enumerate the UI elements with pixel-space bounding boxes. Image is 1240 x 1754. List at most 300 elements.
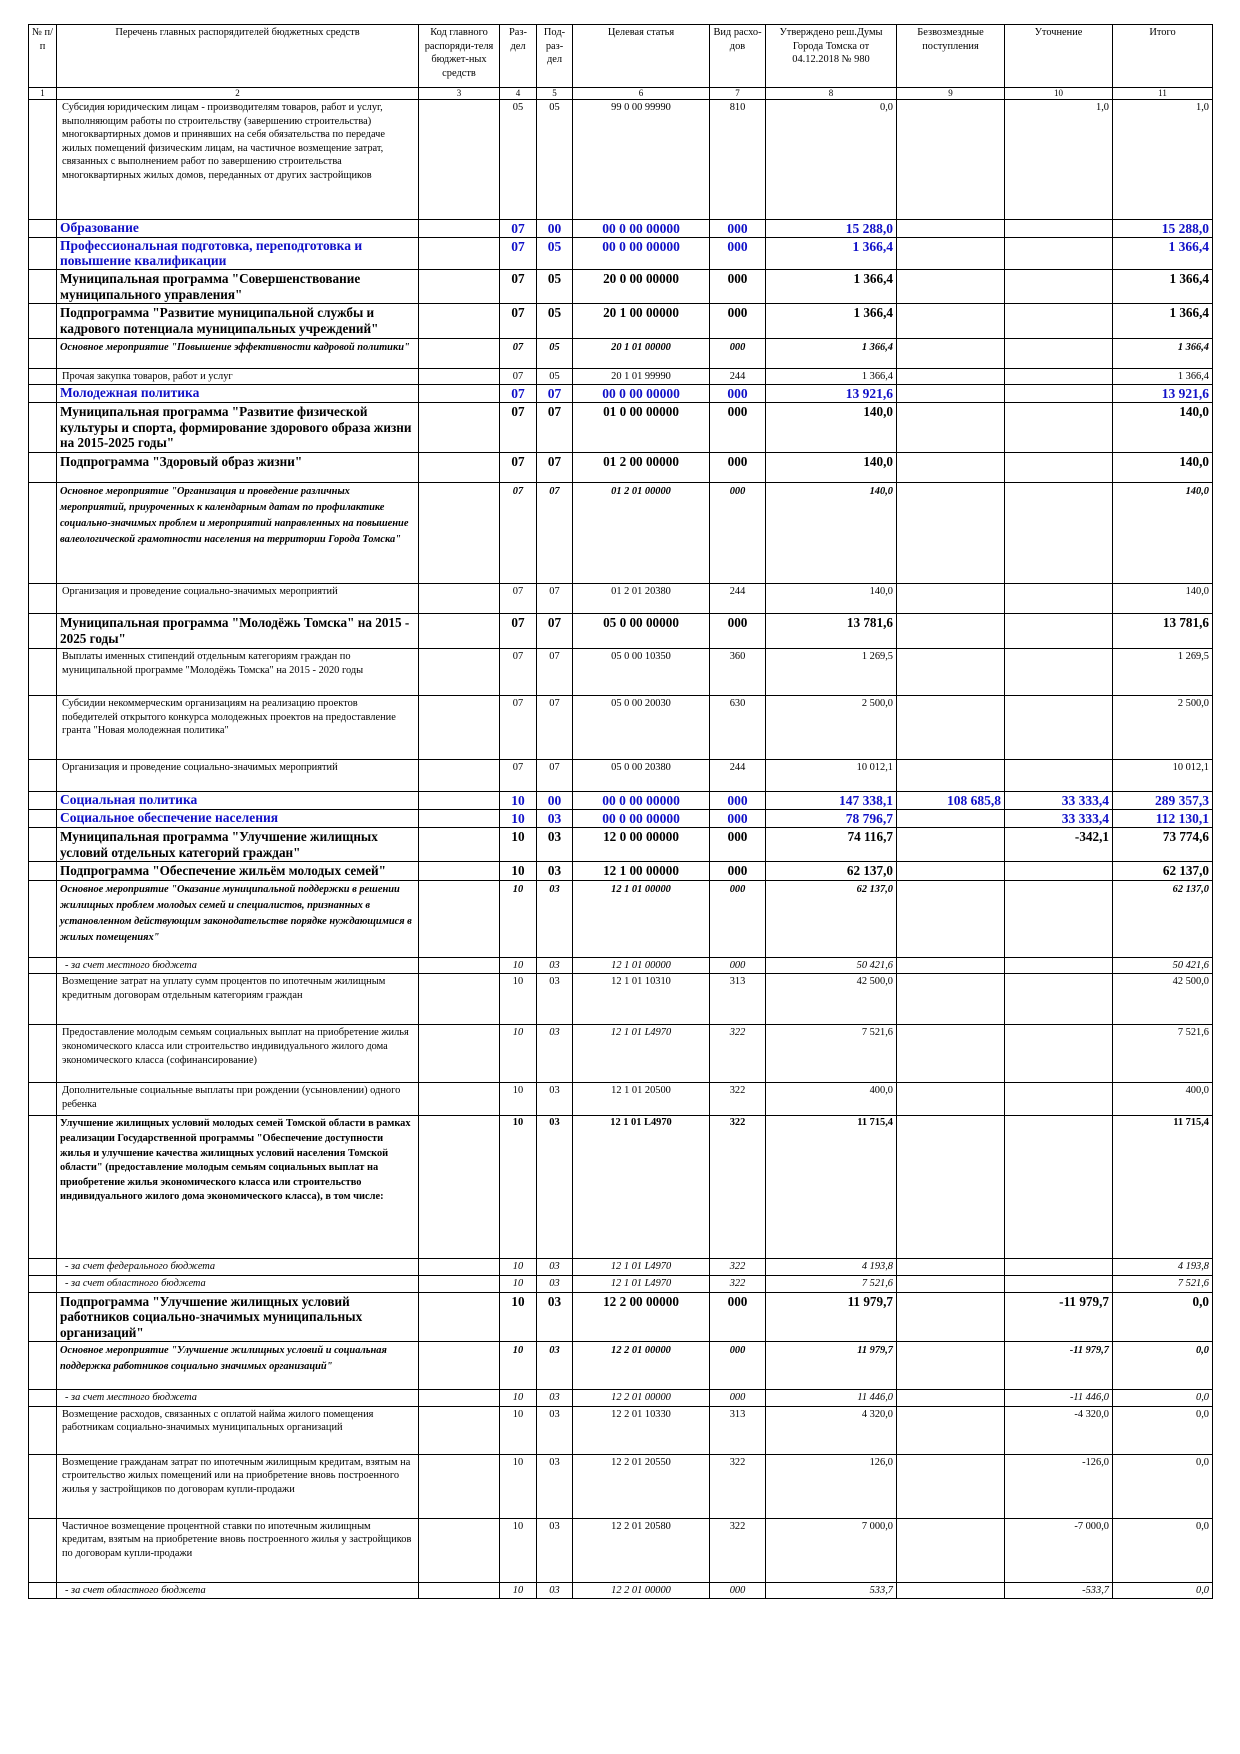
cell-subsection: 05: [537, 368, 573, 385]
table-row: [29, 220, 1213, 238]
cell-exptype: 322: [710, 1518, 766, 1582]
cell-code: [419, 696, 500, 760]
cell-code: [419, 792, 500, 810]
cell-subsection: 03: [537, 1454, 573, 1518]
cell-code: [419, 338, 500, 368]
colnum-10: 10: [1005, 88, 1113, 100]
cell-num: [29, 483, 57, 584]
cell-clarification: [1005, 368, 1113, 385]
cell-gratuitous: [897, 453, 1005, 483]
cell-code: [419, 649, 500, 696]
table-header: [29, 25, 1213, 100]
cell-approved: 1 366,4: [766, 338, 897, 368]
cell-exptype: 810: [710, 100, 766, 220]
cell-clarification: 33 333,4: [1005, 810, 1113, 828]
cell-subsection: 07: [537, 614, 573, 649]
cell-exptype: 000: [710, 403, 766, 453]
header-num: № п/п: [29, 25, 57, 88]
cell-name: Субсидия юридическим лицам - производителям товаров, работ и услуг, выполняющим работы по строительству (завершению строительства) многоквартирных домов и принявших на себя обязательства по передаче жилых помещений физическим лицам, на частичное возмещение затрат, связанных с выполнением работ по завершению строительства многоквартирных жилых домов, переданных от других застройщиков: [57, 100, 419, 220]
cell-num: [29, 453, 57, 483]
cell-name: Возмещение гражданам затрат по ипотечным жилищным кредитам, взятым на строительство жилых помещений или на приобретение вновь построенного жилья у застройщиков по договорам купли-продажи: [57, 1454, 419, 1518]
cell-code: [419, 100, 500, 220]
cell-total: 0,0: [1113, 1342, 1213, 1390]
cell-gratuitous: [897, 270, 1005, 304]
cell-section: 07: [500, 483, 537, 584]
cell-approved: 11 979,7: [766, 1342, 897, 1390]
cell-section: 10: [500, 1292, 537, 1342]
cell-num: [29, 403, 57, 453]
cell-article: 00 0 00 00000: [573, 238, 710, 270]
cell-article: 05 0 00 20380: [573, 760, 710, 792]
cell-article: 99 0 00 99990: [573, 100, 710, 220]
cell-name: Дополнительные социальные выплаты при рождении (усыновлении) одного ребенка: [57, 1083, 419, 1116]
cell-subsection: 03: [537, 1275, 573, 1292]
cell-subsection: 03: [537, 810, 573, 828]
cell-exptype: 322: [710, 1275, 766, 1292]
table-row: [29, 304, 1213, 338]
cell-article: 12 2 00 00000: [573, 1292, 710, 1342]
cell-section: 10: [500, 810, 537, 828]
cell-subsection: 03: [537, 828, 573, 862]
cell-code: [419, 614, 500, 649]
cell-subsection: 05: [537, 338, 573, 368]
cell-name: Социальная политика: [57, 792, 419, 810]
cell-total: 1 269,5: [1113, 649, 1213, 696]
cell-section: 10: [500, 1259, 537, 1276]
cell-total: 140,0: [1113, 584, 1213, 614]
cell-article: 12 2 01 00000: [573, 1582, 710, 1599]
cell-article: 05 0 00 00000: [573, 614, 710, 649]
cell-total: 0,0: [1113, 1406, 1213, 1454]
colnum-3: 3: [419, 88, 500, 100]
budget-page: [28, 24, 1212, 1599]
cell-clarification: [1005, 1275, 1113, 1292]
cell-approved: 400,0: [766, 1083, 897, 1116]
cell-name: Социальное обеспечение населения: [57, 810, 419, 828]
cell-approved: 78 796,7: [766, 810, 897, 828]
cell-exptype: 000: [710, 880, 766, 957]
cell-name: - за счет областного бюджета: [57, 1582, 419, 1599]
header-gratuitous: Безвозмездные поступления: [897, 25, 1005, 88]
cell-gratuitous: 108 685,8: [897, 792, 1005, 810]
cell-subsection: 07: [537, 649, 573, 696]
cell-approved: 7 000,0: [766, 1518, 897, 1582]
cell-num: [29, 810, 57, 828]
cell-code: [419, 1582, 500, 1599]
cell-clarification: [1005, 220, 1113, 238]
cell-section: 10: [500, 1582, 537, 1599]
cell-subsection: 03: [537, 880, 573, 957]
cell-total: 140,0: [1113, 453, 1213, 483]
cell-total: 400,0: [1113, 1083, 1213, 1116]
cell-num: [29, 614, 57, 649]
cell-article: 12 0 00 00000: [573, 828, 710, 862]
cell-num: [29, 385, 57, 403]
cell-total: 140,0: [1113, 403, 1213, 453]
cell-subsection: 05: [537, 270, 573, 304]
header-code: Код главного распоряди-теля бюджет-ных средств: [419, 25, 500, 88]
colnum-11: 11: [1113, 88, 1213, 100]
cell-gratuitous: [897, 1275, 1005, 1292]
cell-clarification: [1005, 270, 1113, 304]
cell-num: [29, 270, 57, 304]
table-row: [29, 1116, 1213, 1259]
cell-exptype: 000: [710, 828, 766, 862]
cell-code: [419, 1116, 500, 1259]
cell-clarification: -4 320,0: [1005, 1406, 1113, 1454]
cell-exptype: 322: [710, 1454, 766, 1518]
cell-subsection: 03: [537, 1582, 573, 1599]
cell-code: [419, 1292, 500, 1342]
table-row: [29, 238, 1213, 270]
cell-total: 11 715,4: [1113, 1116, 1213, 1259]
cell-clarification: [1005, 614, 1113, 649]
cell-exptype: 000: [710, 304, 766, 338]
colnum-2: 2: [57, 88, 419, 100]
cell-code: [419, 385, 500, 403]
cell-approved: 533,7: [766, 1582, 897, 1599]
cell-num: [29, 1406, 57, 1454]
cell-gratuitous: [897, 696, 1005, 760]
cell-name: Подпрограмма "Здоровый образ жизни": [57, 453, 419, 483]
cell-name: Основное мероприятие "Оказание муниципальной поддержки в решении жилищных проблем молодых семей и специалистов, признанных в установленном действующим законодательстве порядке нуждающимися в жилых помещениях": [57, 880, 419, 957]
cell-clarification: 1,0: [1005, 100, 1113, 220]
cell-article: 12 1 01 00000: [573, 880, 710, 957]
cell-code: [419, 270, 500, 304]
cell-section: 05: [500, 100, 537, 220]
cell-section: 10: [500, 1390, 537, 1407]
cell-total: 1 366,4: [1113, 304, 1213, 338]
cell-gratuitous: [897, 220, 1005, 238]
cell-code: [419, 1518, 500, 1582]
cell-total: 289 357,3: [1113, 792, 1213, 810]
cell-gratuitous: [897, 957, 1005, 974]
cell-code: [419, 238, 500, 270]
cell-gratuitous: [897, 385, 1005, 403]
cell-total: 0,0: [1113, 1390, 1213, 1407]
cell-code: [419, 880, 500, 957]
cell-gratuitous: [897, 1025, 1005, 1083]
cell-clarification: [1005, 304, 1113, 338]
table-row: [29, 1582, 1213, 1599]
cell-name: Основное мероприятие "Улучшение жилищных условий и социальная поддержка работников социально значимых организаций": [57, 1342, 419, 1390]
cell-code: [419, 1390, 500, 1407]
cell-total: 1 366,4: [1113, 238, 1213, 270]
cell-num: [29, 974, 57, 1025]
cell-article: 05 0 00 20030: [573, 696, 710, 760]
cell-clarification: -342,1: [1005, 828, 1113, 862]
cell-code: [419, 1025, 500, 1083]
cell-section: 07: [500, 403, 537, 453]
cell-num: [29, 100, 57, 220]
cell-name: Прочая закупка товаров, работ и услуг: [57, 368, 419, 385]
cell-approved: 140,0: [766, 584, 897, 614]
cell-subsection: 03: [537, 1406, 573, 1454]
cell-gratuitous: [897, 483, 1005, 584]
cell-total: 62 137,0: [1113, 862, 1213, 881]
cell-num: [29, 304, 57, 338]
cell-section: 10: [500, 957, 537, 974]
colnum-9: 9: [897, 88, 1005, 100]
cell-article: 20 1 00 00000: [573, 304, 710, 338]
cell-num: [29, 649, 57, 696]
cell-article: 00 0 00 00000: [573, 220, 710, 238]
cell-subsection: 03: [537, 1518, 573, 1582]
cell-num: [29, 584, 57, 614]
cell-exptype: 000: [710, 1390, 766, 1407]
cell-approved: 74 116,7: [766, 828, 897, 862]
cell-name: Предоставление молодым семьям социальных выплат на приобретение жилья экономического класса или строительство индивидуального жилого дома экономического класса (софинансирование): [57, 1025, 419, 1083]
header-row: [29, 25, 1213, 88]
cell-name: Возмещение расходов, связанных с оплатой найма жилого помещения работникам социально-значимых муниципальных организаций: [57, 1406, 419, 1454]
table-row: [29, 270, 1213, 304]
table-row: [29, 1390, 1213, 1407]
cell-subsection: 03: [537, 862, 573, 881]
cell-article: 12 2 01 00000: [573, 1390, 710, 1407]
cell-subsection: 07: [537, 584, 573, 614]
cell-subsection: 03: [537, 957, 573, 974]
table-row: [29, 880, 1213, 957]
cell-exptype: 000: [710, 957, 766, 974]
table-row: [29, 368, 1213, 385]
cell-total: 7 521,6: [1113, 1275, 1213, 1292]
cell-approved: 1 366,4: [766, 304, 897, 338]
cell-num: [29, 368, 57, 385]
cell-name: Муниципальная программа "Молодёжь Томска" на 2015 - 2025 годы": [57, 614, 419, 649]
cell-section: 10: [500, 880, 537, 957]
cell-total: 62 137,0: [1113, 880, 1213, 957]
cell-clarification: [1005, 880, 1113, 957]
cell-approved: 13 781,6: [766, 614, 897, 649]
cell-code: [419, 1454, 500, 1518]
cell-code: [419, 1083, 500, 1116]
table-row: [29, 453, 1213, 483]
cell-clarification: [1005, 584, 1113, 614]
cell-exptype: 000: [710, 338, 766, 368]
cell-total: 73 774,6: [1113, 828, 1213, 862]
cell-approved: 140,0: [766, 483, 897, 584]
table-row: [29, 385, 1213, 403]
cell-approved: 62 137,0: [766, 880, 897, 957]
cell-section: 07: [500, 649, 537, 696]
cell-exptype: 244: [710, 368, 766, 385]
cell-total: 10 012,1: [1113, 760, 1213, 792]
cell-exptype: 322: [710, 1025, 766, 1083]
cell-code: [419, 403, 500, 453]
cell-exptype: 313: [710, 974, 766, 1025]
cell-section: 10: [500, 1083, 537, 1116]
cell-article: 05 0 00 10350: [573, 649, 710, 696]
header-clarification: Уточнение: [1005, 25, 1113, 88]
cell-subsection: 07: [537, 385, 573, 403]
cell-approved: 1 366,4: [766, 238, 897, 270]
table-row: [29, 614, 1213, 649]
colnum-4: 4: [500, 88, 537, 100]
cell-clarification: [1005, 1116, 1113, 1259]
cell-total: 0,0: [1113, 1292, 1213, 1342]
table-row: [29, 584, 1213, 614]
cell-gratuitous: [897, 974, 1005, 1025]
cell-clarification: 33 333,4: [1005, 792, 1113, 810]
cell-clarification: -11 979,7: [1005, 1342, 1113, 1390]
cell-num: [29, 238, 57, 270]
table-row: [29, 1406, 1213, 1454]
cell-subsection: 03: [537, 1259, 573, 1276]
table-row: [29, 696, 1213, 760]
cell-num: [29, 1275, 57, 1292]
cell-total: 4 193,8: [1113, 1259, 1213, 1276]
table-row: [29, 1292, 1213, 1342]
cell-clarification: [1005, 403, 1113, 453]
cell-subsection: 05: [537, 304, 573, 338]
cell-clarification: [1005, 696, 1113, 760]
cell-exptype: 244: [710, 584, 766, 614]
cell-section: 07: [500, 238, 537, 270]
cell-name: Улучшение жилищных условий молодых семей Томской области в рамках реализации Государственной программы "Обеспечение доступности жилья и улучшение качества жилищных условий населения Томской области" (предоставление молодым семьям социальных выплат на приобретение жилья экономического класса или строительство индивидуального жилого дома экономического класса), в том числе:: [57, 1116, 419, 1259]
cell-subsection: 07: [537, 403, 573, 453]
cell-name: Подпрограмма "Развитие муниципальной службы и кадрового потенциала муниципальных учреждений": [57, 304, 419, 338]
table-row: [29, 1454, 1213, 1518]
table-row: [29, 760, 1213, 792]
cell-article: 12 1 01 L4970: [573, 1025, 710, 1083]
cell-name: - за счет местного бюджета: [57, 957, 419, 974]
cell-gratuitous: [897, 760, 1005, 792]
colnum-1: 1: [29, 88, 57, 100]
cell-article: 01 2 01 20380: [573, 584, 710, 614]
cell-article: 01 0 00 00000: [573, 403, 710, 453]
cell-subsection: 07: [537, 453, 573, 483]
cell-subsection: 03: [537, 1342, 573, 1390]
cell-code: [419, 1259, 500, 1276]
cell-subsection: 07: [537, 483, 573, 584]
cell-clarification: [1005, 385, 1113, 403]
cell-gratuitous: [897, 810, 1005, 828]
cell-clarification: [1005, 957, 1113, 974]
cell-subsection: 03: [537, 1292, 573, 1342]
table-row: [29, 403, 1213, 453]
cell-code: [419, 760, 500, 792]
cell-exptype: 000: [710, 614, 766, 649]
colnum-6: 6: [573, 88, 710, 100]
cell-section: 10: [500, 1275, 537, 1292]
cell-code: [419, 1406, 500, 1454]
cell-approved: 4 193,8: [766, 1259, 897, 1276]
cell-gratuitous: [897, 880, 1005, 957]
cell-code: [419, 828, 500, 862]
cell-code: [419, 1342, 500, 1390]
table-row: [29, 1275, 1213, 1292]
cell-article: 12 1 01 00000: [573, 957, 710, 974]
cell-approved: 1 269,5: [766, 649, 897, 696]
cell-section: 10: [500, 828, 537, 862]
cell-exptype: 000: [710, 1342, 766, 1390]
cell-num: [29, 760, 57, 792]
cell-name: Возмещение затрат на уплату сумм процентов по ипотечным жилищным кредитным договорам отдельным категориям граждан: [57, 974, 419, 1025]
cell-approved: 2 500,0: [766, 696, 897, 760]
cell-subsection: 05: [537, 238, 573, 270]
cell-exptype: 360: [710, 649, 766, 696]
cell-gratuitous: [897, 1292, 1005, 1342]
header-article: Целевая статья: [573, 25, 710, 88]
cell-article: 01 2 01 00000: [573, 483, 710, 584]
cell-gratuitous: [897, 1406, 1005, 1454]
cell-total: 50 421,6: [1113, 957, 1213, 974]
cell-name: Муниципальная программа "Развитие физической культуры и спорта, формирование здорового образа жизни на 2015-2025 годы": [57, 403, 419, 453]
cell-num: [29, 1342, 57, 1390]
table-row: [29, 649, 1213, 696]
cell-gratuitous: [897, 403, 1005, 453]
cell-article: 00 0 00 00000: [573, 385, 710, 403]
cell-clarification: -11 446,0: [1005, 1390, 1113, 1407]
header-subsection: Под-раз-дел: [537, 25, 573, 88]
cell-num: [29, 880, 57, 957]
cell-article: 12 2 01 10330: [573, 1406, 710, 1454]
cell-total: 0,0: [1113, 1582, 1213, 1599]
cell-gratuitous: [897, 1116, 1005, 1259]
cell-total: 1 366,4: [1113, 338, 1213, 368]
cell-section: 10: [500, 1454, 537, 1518]
colnum-8: 8: [766, 88, 897, 100]
cell-gratuitous: [897, 1390, 1005, 1407]
cell-clarification: [1005, 974, 1113, 1025]
cell-num: [29, 1292, 57, 1342]
cell-section: 07: [500, 385, 537, 403]
cell-approved: 0,0: [766, 100, 897, 220]
cell-approved: 140,0: [766, 403, 897, 453]
budget-table: [28, 24, 1213, 1599]
header-exptype: Вид расхо-дов: [710, 25, 766, 88]
cell-approved: 1 366,4: [766, 270, 897, 304]
cell-code: [419, 1275, 500, 1292]
cell-clarification: -533,7: [1005, 1582, 1113, 1599]
cell-gratuitous: [897, 862, 1005, 881]
cell-code: [419, 862, 500, 881]
cell-num: [29, 828, 57, 862]
cell-clarification: [1005, 649, 1113, 696]
colnum-5: 5: [537, 88, 573, 100]
cell-code: [419, 220, 500, 238]
cell-exptype: 000: [710, 792, 766, 810]
cell-exptype: 000: [710, 810, 766, 828]
cell-section: 07: [500, 584, 537, 614]
cell-subsection: 00: [537, 220, 573, 238]
cell-clarification: [1005, 1025, 1113, 1083]
table-row: [29, 810, 1213, 828]
cell-article: 12 2 01 20550: [573, 1454, 710, 1518]
cell-clarification: [1005, 338, 1113, 368]
table-body: [29, 100, 1213, 1599]
cell-article: 20 1 01 00000: [573, 338, 710, 368]
cell-clarification: [1005, 483, 1113, 584]
cell-approved: 62 137,0: [766, 862, 897, 881]
cell-section: 10: [500, 1116, 537, 1259]
table-row: [29, 100, 1213, 220]
cell-total: 140,0: [1113, 483, 1213, 584]
cell-num: [29, 220, 57, 238]
cell-approved: 50 421,6: [766, 957, 897, 974]
table-row: [29, 1083, 1213, 1116]
header-section: Раз-дел: [500, 25, 537, 88]
cell-num: [29, 1390, 57, 1407]
cell-total: 0,0: [1113, 1518, 1213, 1582]
cell-name: Молодежная политика: [57, 385, 419, 403]
cell-name: Основное мероприятие "Повышение эффективности кадровой политики": [57, 338, 419, 368]
cell-article: 12 1 01 20500: [573, 1083, 710, 1116]
cell-subsection: 03: [537, 1390, 573, 1407]
cell-approved: 1 366,4: [766, 368, 897, 385]
cell-code: [419, 957, 500, 974]
cell-approved: 42 500,0: [766, 974, 897, 1025]
